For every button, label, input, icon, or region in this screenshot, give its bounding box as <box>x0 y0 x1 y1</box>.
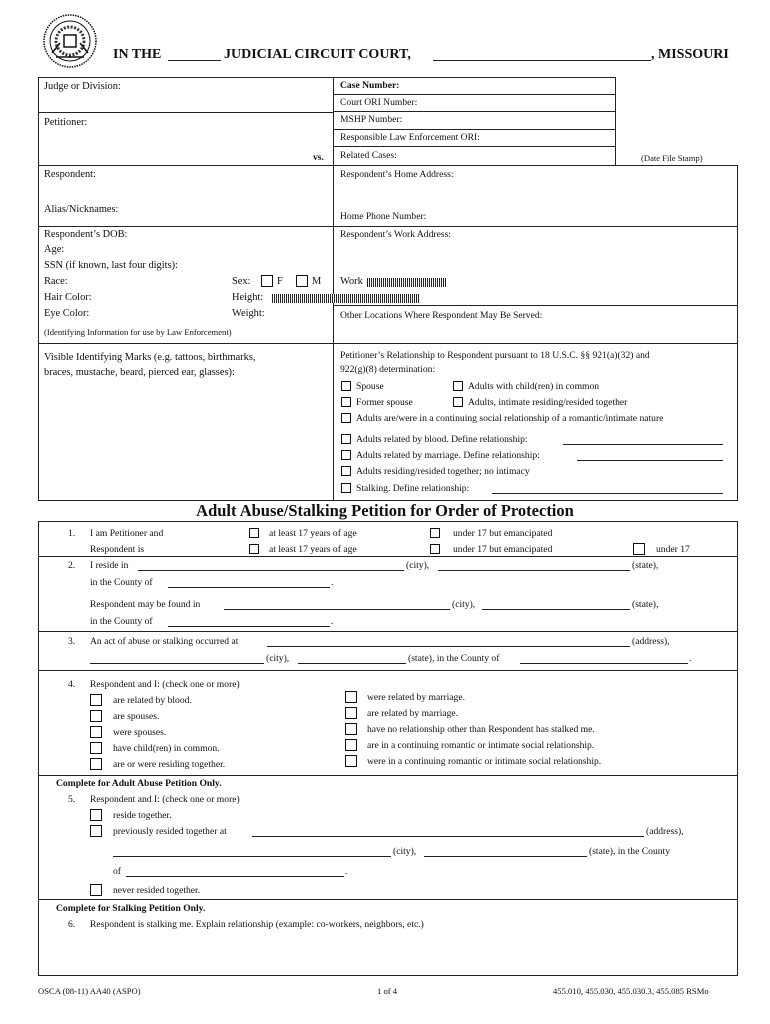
respondent-is-label: Respondent is <box>90 544 145 555</box>
period: . <box>331 616 334 627</box>
sex-f-label: F <box>277 276 283 287</box>
header-court-text: JUDICIAL CIRCUIT COURT, <box>224 47 411 62</box>
dob-label: Respondent’s DOB: <box>44 229 128 240</box>
judge-division-label: Judge or Division: <box>44 81 121 92</box>
marriage-checkbox[interactable] <box>341 450 351 460</box>
work-address-label: Respondent’s Work Address: <box>340 229 451 240</box>
were-spouses-checkbox[interactable] <box>90 726 102 738</box>
are-spouses-checkbox[interactable] <box>90 710 102 722</box>
were-spouses-label: were spouses. <box>113 727 167 738</box>
were-related-marriage-label: were related by marriage. <box>367 692 466 703</box>
period: . <box>331 577 334 588</box>
missouri-seal <box>42 13 98 69</box>
court-ori-label: Court ORI Number: <box>340 97 418 108</box>
petitioner-emancipated-label: under 17 but emancipated <box>453 528 553 539</box>
state-label: (state), <box>632 599 659 610</box>
item-3-number: 3. <box>68 636 76 647</box>
residing-together-label: are or were residing together. <box>113 759 226 770</box>
petitioner-label: Petitioner: <box>44 117 88 128</box>
continuing-checkbox[interactable] <box>341 413 351 423</box>
related-blood-checkbox[interactable] <box>90 694 102 706</box>
never-resided-checkbox[interactable] <box>90 884 102 896</box>
of-label: of <box>113 866 121 877</box>
prev-resided-label: previously resided together at <box>113 826 227 837</box>
item-2-number: 2. <box>68 560 76 571</box>
no-intimacy-label: Adults residing/resided together; no intimacy <box>356 466 530 477</box>
case-number-label: Case Number: <box>340 80 400 91</box>
header-state-text: , MISSOURI <box>651 47 729 62</box>
mshp-label: MSHP Number: <box>340 114 403 125</box>
item-5-number: 5. <box>68 794 76 805</box>
child-common-checkbox[interactable] <box>453 381 463 391</box>
relationship-intro-2: 922(g)(8) determination: <box>340 364 436 375</box>
resp-found-in-label: Respondent may be found in <box>90 599 201 610</box>
have-children-checkbox[interactable] <box>90 742 102 754</box>
spouse-checkbox[interactable] <box>341 381 351 391</box>
marks-label-1: Visible Identifying Marks (e.g. tattoos, birthmarks, <box>44 352 256 363</box>
page-number: 1 of 4 <box>377 986 398 996</box>
were-related-marriage-checkbox[interactable] <box>345 691 357 703</box>
prev-resided-checkbox[interactable] <box>90 825 102 837</box>
in-county-label: in the County of <box>90 616 153 627</box>
garbled-text <box>367 278 447 287</box>
in-county-label: in the County of <box>90 577 153 588</box>
stalking-only-heading: Complete for Stalking Petition Only. <box>56 903 206 914</box>
act-occurred-label: An act of abuse or stalking occurred at <box>90 636 239 647</box>
continuing-romantic-label: are in a continuing romantic or intimate social relationship. <box>367 740 595 751</box>
blood-label: Adults related by blood. Define relationship: <box>356 434 528 445</box>
period: . <box>345 866 348 877</box>
sex-m-checkbox[interactable] <box>296 275 308 287</box>
address-label: (address), <box>646 826 684 837</box>
respondent-17-label: at least 17 years of age <box>269 544 357 555</box>
respondent-label: Respondent: <box>44 169 96 180</box>
related-blood-label: are related by blood. <box>113 695 192 706</box>
petitioner-17-checkbox[interactable] <box>249 528 259 538</box>
have-children-label: have child(ren) in common. <box>113 743 220 754</box>
intimate-residing-checkbox[interactable] <box>453 397 463 407</box>
former-spouse-label: Former spouse <box>356 397 413 408</box>
marriage-label: Adults related by marriage. Define relationship: <box>356 450 540 461</box>
continuing-romantic-checkbox[interactable] <box>345 739 357 751</box>
sex-label: Sex: <box>232 276 251 287</box>
i-am-petitioner-label: I am Petitioner and <box>90 528 164 539</box>
id-note: (Identifying Information for use by Law Enforcement) <box>44 327 232 337</box>
respondent-emancipated-label: under 17 but emancipated <box>453 544 553 555</box>
respondent-17-checkbox[interactable] <box>249 544 259 554</box>
state-in-county-5-label: (state), in the County <box>589 846 670 857</box>
ssn-label: SSN (if known, last four digits): <box>44 260 178 271</box>
city-label: (city), <box>393 846 417 857</box>
child-common-label: Adults with child(ren) in common <box>468 381 600 392</box>
reside-together-label: reside together. <box>113 810 172 821</box>
height-label: Height: <box>232 292 264 303</box>
stalking-checkbox[interactable] <box>341 483 351 493</box>
work-phone-label: Work <box>340 276 363 287</box>
statutes: 455.010, 455.030, 455.030.3, 455.085 RSMo <box>553 986 709 996</box>
garbled-text <box>272 294 420 303</box>
marks-label-2: braces, mustache, beard, pierced ear, glasses): <box>44 367 235 378</box>
form-title: Adult Abuse/Stalking Petition for Order of Protection <box>196 501 574 520</box>
home-address-label: Respondent’s Home Address: <box>340 169 454 180</box>
reside-together-checkbox[interactable] <box>90 809 102 821</box>
petitioner-17-label: at least 17 years of age <box>269 528 357 539</box>
resp-le-ori-label: Responsible Law Enforcement ORI: <box>340 132 480 143</box>
eye-label: Eye Color: <box>44 308 90 319</box>
are-related-marriage-checkbox[interactable] <box>345 707 357 719</box>
sex-m-label: M <box>312 276 322 287</box>
stalking-label: Stalking. Define relationship: <box>356 483 470 494</box>
other-locations-label: Other Locations Where Respondent May Be Served: <box>340 310 543 321</box>
state-in-county-label: (state), in the County of <box>408 653 500 664</box>
address-label: (address), <box>632 636 670 647</box>
no-intimacy-checkbox[interactable] <box>341 466 351 476</box>
form-id: OSCA (08-11) AA40 (ASPO) <box>38 986 141 996</box>
state-label: (state), <box>632 560 659 571</box>
header-in-the: IN THE <box>113 47 162 62</box>
resp-and-i-5-label: Respondent and I: (check one or more) <box>90 794 240 805</box>
residing-together-checkbox[interactable] <box>90 758 102 770</box>
never-resided-label: never resided together. <box>113 885 201 896</box>
related-cases-label: Related Cases: <box>340 150 397 161</box>
city-label: (city), <box>452 599 476 610</box>
city-label: (city), <box>406 560 430 571</box>
were-continuing-label: were in a continuing romantic or intimate social relationship. <box>367 756 602 767</box>
weight-label: Weight: <box>232 308 265 319</box>
alias-label: Alias/Nicknames: <box>44 204 119 215</box>
period: . <box>689 653 692 664</box>
hair-label: Hair Color: <box>44 292 92 303</box>
continuing-label: Adults are/were in a continuing social relationship of a romantic/intimate nature <box>356 413 664 424</box>
sex-f-checkbox[interactable] <box>261 275 273 287</box>
respondent-emancipated-checkbox[interactable] <box>430 544 440 554</box>
home-phone-label: Home Phone Number: <box>340 211 427 222</box>
no-relationship-checkbox[interactable] <box>345 723 357 735</box>
respondent-under-17-label: under 17 <box>656 544 690 555</box>
spouse-label: Spouse <box>356 381 384 392</box>
item-1-number: 1. <box>68 528 76 539</box>
are-related-marriage-label: are related by marriage. <box>367 708 459 719</box>
petitioner-emancipated-checkbox[interactable] <box>430 528 440 538</box>
no-relationship-label: have no relationship other than Respondent has stalked me. <box>367 724 595 735</box>
vs-label: vs. <box>313 152 324 163</box>
relationship-intro-1: Petitioner’s Relationship to Respondent pursuant to 18 U.S.C. §§ 921(a)(32) and <box>340 350 650 361</box>
item-4-number: 4. <box>68 679 76 690</box>
date-file-stamp-label: (Date File Stamp) <box>641 153 703 163</box>
race-label: Race: <box>44 276 68 287</box>
resp-stalking-label: Respondent is stalking me. Explain relationship (example: co-workers, neighbors, etc.) <box>90 919 424 930</box>
intimate-residing-label: Adults, intimate residing/resided together <box>468 397 628 408</box>
are-spouses-label: are spouses. <box>113 711 160 722</box>
were-continuing-checkbox[interactable] <box>345 755 357 767</box>
city-label: (city), <box>266 653 290 664</box>
respondent-under-17-checkbox[interactable] <box>633 543 645 555</box>
abuse-only-heading: Complete for Adult Abuse Petition Only. <box>56 778 222 789</box>
i-reside-in-label: I reside in <box>90 560 129 571</box>
resp-and-i-label: Respondent and I: (check one or more) <box>90 679 240 690</box>
item-6-number: 6. <box>68 919 76 930</box>
age-label: Age: <box>44 244 65 255</box>
blood-checkbox[interactable] <box>341 434 351 444</box>
former-spouse-checkbox[interactable] <box>341 397 351 407</box>
